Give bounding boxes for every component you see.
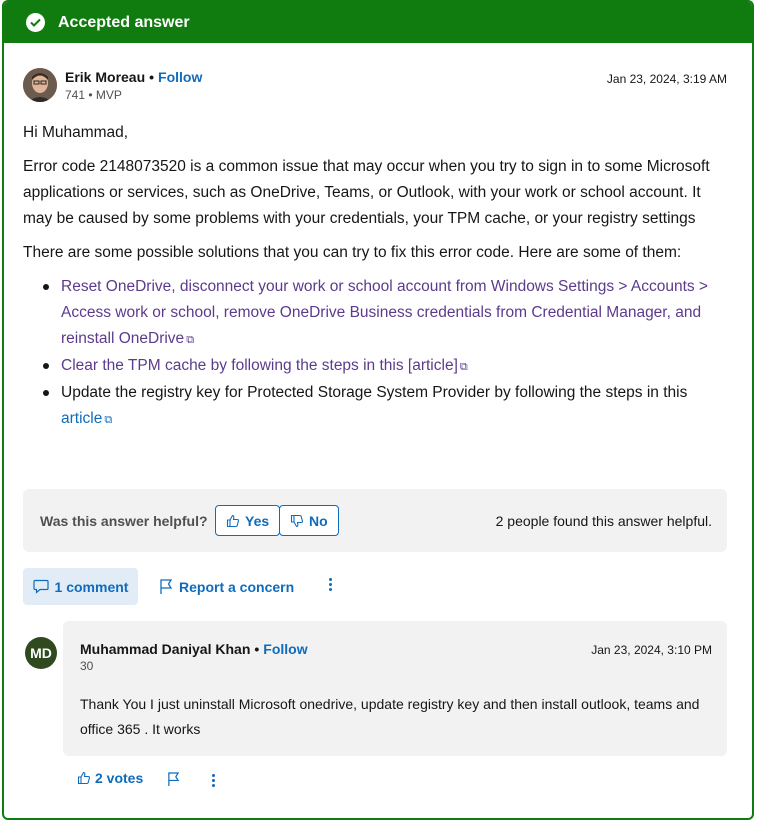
author-meta: 741 • MVP	[65, 88, 122, 102]
checkmark-circle-icon	[26, 13, 45, 32]
commenter-name[interactable]: Muhammad Daniyal Khan	[80, 641, 251, 657]
no-label: No	[309, 512, 328, 529]
commenter-name-line	[80, 641, 308, 657]
flag-icon	[167, 772, 180, 787]
avatar[interactable]	[23, 68, 57, 102]
upvote-button[interactable]	[77, 770, 143, 786]
flag-icon	[159, 579, 173, 595]
accepted-banner	[4, 2, 752, 43]
no-button[interactable]	[279, 505, 339, 536]
commenter-reputation: 30	[80, 659, 94, 673]
answer-date: Jan 23, 2024, 3:19 AM	[606, 72, 727, 86]
author-reputation: 741	[65, 88, 86, 102]
answer-author-row	[23, 66, 727, 106]
answer-greeting: Hi Muhammad,	[23, 124, 129, 141]
author-badge: MVP	[95, 88, 122, 102]
yes-label: Yes	[245, 512, 270, 529]
thumbs-down-icon	[290, 514, 304, 528]
helpful-feedback-box	[23, 489, 727, 552]
comment-icon	[33, 579, 49, 594]
comments-button[interactable]	[23, 568, 138, 605]
commenter-avatar[interactable]: MD	[25, 637, 57, 669]
list-item	[61, 353, 729, 380]
list-item	[61, 274, 729, 353]
comment-date: Jan 23, 2024, 3:10 PM	[591, 643, 712, 657]
answer-actions	[23, 568, 727, 606]
follow-link[interactable]: Follow	[158, 69, 203, 85]
answer-paragraph-2: There are some possible solutions that you can try to fix this error code. Here are some of them:	[23, 244, 682, 261]
solutions-list	[23, 274, 729, 433]
comment-box	[63, 621, 727, 756]
report-concern-button[interactable]	[159, 568, 294, 605]
author-name-line	[65, 69, 202, 85]
more-options-icon[interactable]	[323, 576, 337, 596]
report-comment-button[interactable]	[167, 772, 180, 792]
comment-text: Thank You I just uninstall Microsoft onedrive, update registry key and then install outlook, teams and office 365 . It works	[80, 696, 700, 737]
separator-dot: •	[149, 69, 155, 85]
report-concern-label: Report a concern	[179, 578, 295, 595]
comments-label: 1 comment	[54, 578, 129, 595]
follow-link[interactable]: Follow	[263, 641, 308, 657]
answer-body	[23, 120, 729, 433]
clear-tpm-link[interactable]: Clear the TPM cache by following the steps in this [article]	[61, 357, 458, 374]
list-item	[61, 380, 729, 433]
answer-paragraph-1: Error code 2148073520 is a common issue that may occur when you try to sign in to some Microsoft applications or services, such as OneDrive, Teams, or Outlook, with your work or school account. It may be caused by some problems with your credentials, your TPM cache, or your registry settings	[23, 158, 710, 227]
helpful-count: 2 people found this answer helpful.	[495, 513, 712, 529]
thumbs-up-icon	[77, 771, 91, 785]
votes-label: 2 votes	[95, 770, 144, 786]
registry-text: Update the registry key for Protected Storage System Provider by following the steps in this	[61, 384, 688, 401]
author-name[interactable]: Erik Moreau	[65, 69, 146, 85]
more-options-icon[interactable]	[208, 772, 218, 790]
thumbs-up-icon	[226, 514, 240, 528]
external-link-icon: ⧉	[104, 414, 113, 426]
article-link[interactable]: article	[61, 410, 103, 427]
separator-dot: •	[254, 641, 260, 657]
external-link-icon: ⧉	[186, 334, 195, 346]
yes-button[interactable]	[215, 505, 280, 536]
reset-onedrive-link[interactable]: Reset OneDrive, disconnect your work or school account from Windows Settings > Accounts > Access work or school, remove OneDrive Business credentials from Credential Manager, and reinstall OneDrive	[61, 278, 708, 347]
banner-title: Accepted answer	[58, 13, 190, 31]
external-link-icon: ⧉	[459, 361, 468, 373]
helpful-question: Was this answer helpful?	[40, 513, 208, 529]
